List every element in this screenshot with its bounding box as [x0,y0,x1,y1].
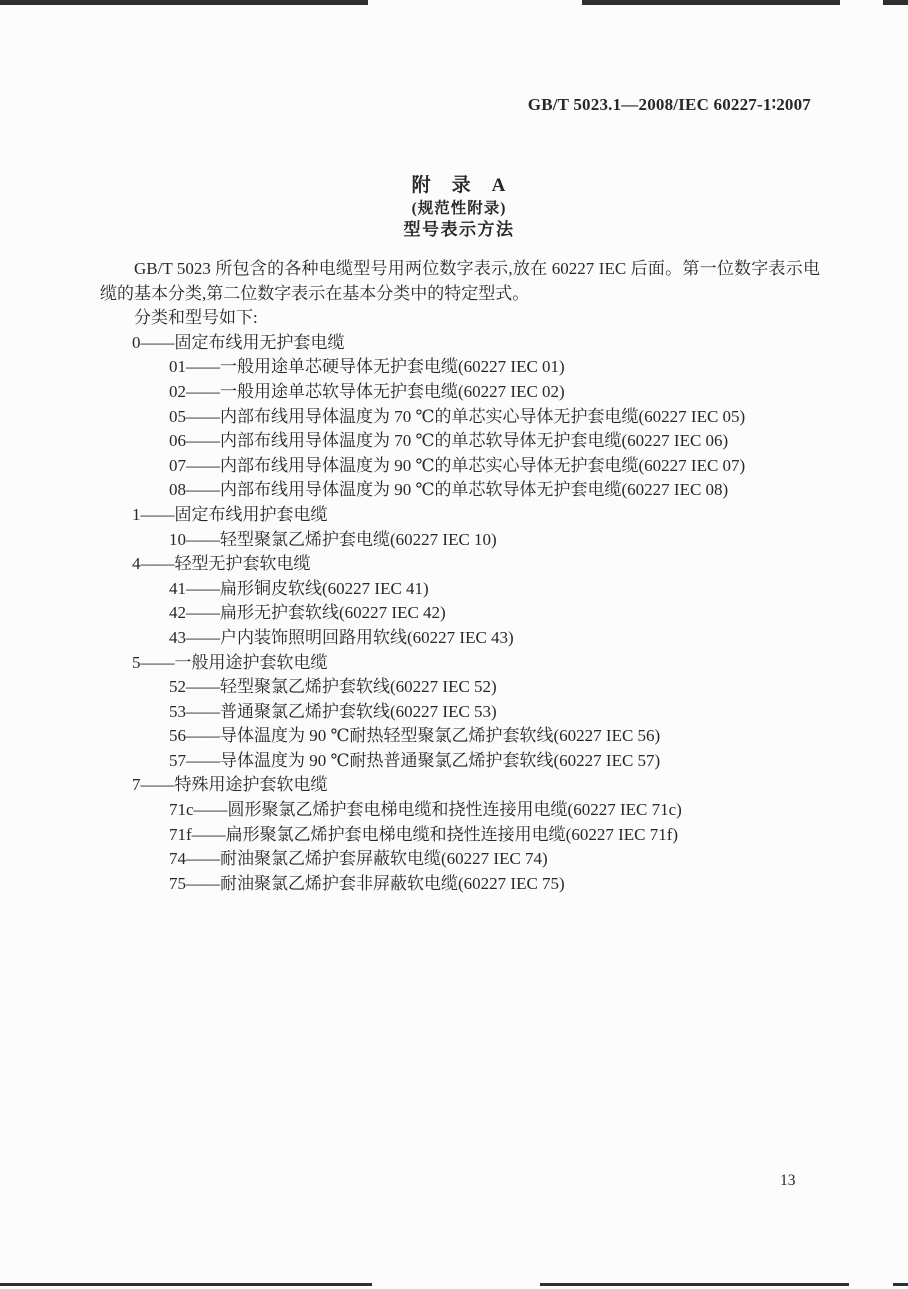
intro-paragraph: GB/T 5023 所包含的各种电缆型号用两位数字表示,放在 60227 IEC 后面。第一位数字表示电缆的基本分类,第二位数字表示在基本分类中的特定型式。 [100,259,820,303]
classification-line-75: 75——耐油聚氯乙烯护套非屏蔽软电缆(60227 IEC 75) [169,873,565,893]
classification-line-43: 43——户内装饰照明回路用软线(60227 IEC 43) [169,627,514,647]
classification-line-41: 41——扁形铜皮软线(60227 IEC 41) [169,578,429,598]
scan-artifact-bar-top-left [0,0,368,5]
classification-line-10: 10——轻型聚氯乙烯护套电缆(60227 IEC 10) [169,529,497,549]
appendix-title: 附 录 A [411,175,507,196]
scan-artifact-bar-top-right [883,0,908,5]
appendix-title-block [100,173,818,241]
standard-number-header: GB/T 5023.1—2008/IEC 60227-1∶2007 [527,95,811,114]
classification-line-4: 4——轻型无护套软电缆 [132,554,311,574]
scan-artifact-bar-bottom-right [893,1283,908,1286]
classification-line-71f: 71f——扁形聚氯乙烯护套电梯电缆和挠性连接用电缆(60227 IEC 71f) [169,824,679,844]
classification-line-1: 1——固定布线用护套电缆 [132,504,328,524]
classification-line-0: 0——固定布线用无护套电缆 [132,332,345,352]
classification-line-01: 01——一般用途单芯硬导体无护套电缆(60227 IEC 01) [169,357,565,377]
scan-artifact-bar-top-middle [582,0,840,5]
classification-line-42: 42——扁形无护套软线(60227 IEC 42) [169,603,446,623]
appendix-subtitle-normative: (规范性附录) [411,200,507,217]
classification-line-7: 7——特殊用途护套软电缆 [132,775,328,795]
classification-line-53: 53——普通聚氯乙烯护套软线(60227 IEC 53) [169,701,497,721]
classification-line-05: 05——内部布线用导体温度为 70 ℃的单芯实心导体无护套电缆(60227 IEC 05) [169,406,746,426]
page-number: 13 [780,1172,796,1189]
scan-artifact-bar-bottom-left [0,1283,372,1286]
classification-line-06: 06——内部布线用导体温度为 70 ℃的单芯软导体无护套电缆(60227 IEC 06) [169,431,729,451]
classification-line-08: 08——内部布线用导体温度为 90 ℃的单芯软导体无护套电缆(60227 IEC 08) [169,480,729,500]
classification-line-02: 02——一般用途单芯软导体无护套电缆(60227 IEC 02) [169,381,565,401]
classification-list [100,331,820,897]
classification-line-5: 5——一般用途护套软电缆 [132,652,328,672]
classification-line-74: 74——耐油聚氯乙烯护套屏蔽软电缆(60227 IEC 74) [169,849,548,869]
classification-line-56: 56——导体温度为 90 ℃耐热轻型聚氯乙烯护套软线(60227 IEC 56) [169,726,661,746]
body-content [100,257,820,896]
classification-line-57: 57——导体温度为 90 ℃耐热普通聚氯乙烯护套软线(60227 IEC 57) [169,750,661,770]
classification-line-71c: 71c——圆形聚氯乙烯护套电梯电缆和挠性连接用电缆(60227 IEC 71c) [169,800,682,820]
appendix-subtitle-method: 型号表示方法 [403,220,515,239]
classification-list-lead: 分类和型号如下: [134,308,258,328]
classification-line-07: 07——内部布线用导体温度为 90 ℃的单芯实心导体无护套电缆(60227 IEC 07) [169,455,746,475]
classification-line-52: 52——轻型聚氯乙烯护套软线(60227 IEC 52) [169,677,497,697]
scan-artifact-bar-bottom-middle [540,1283,849,1286]
